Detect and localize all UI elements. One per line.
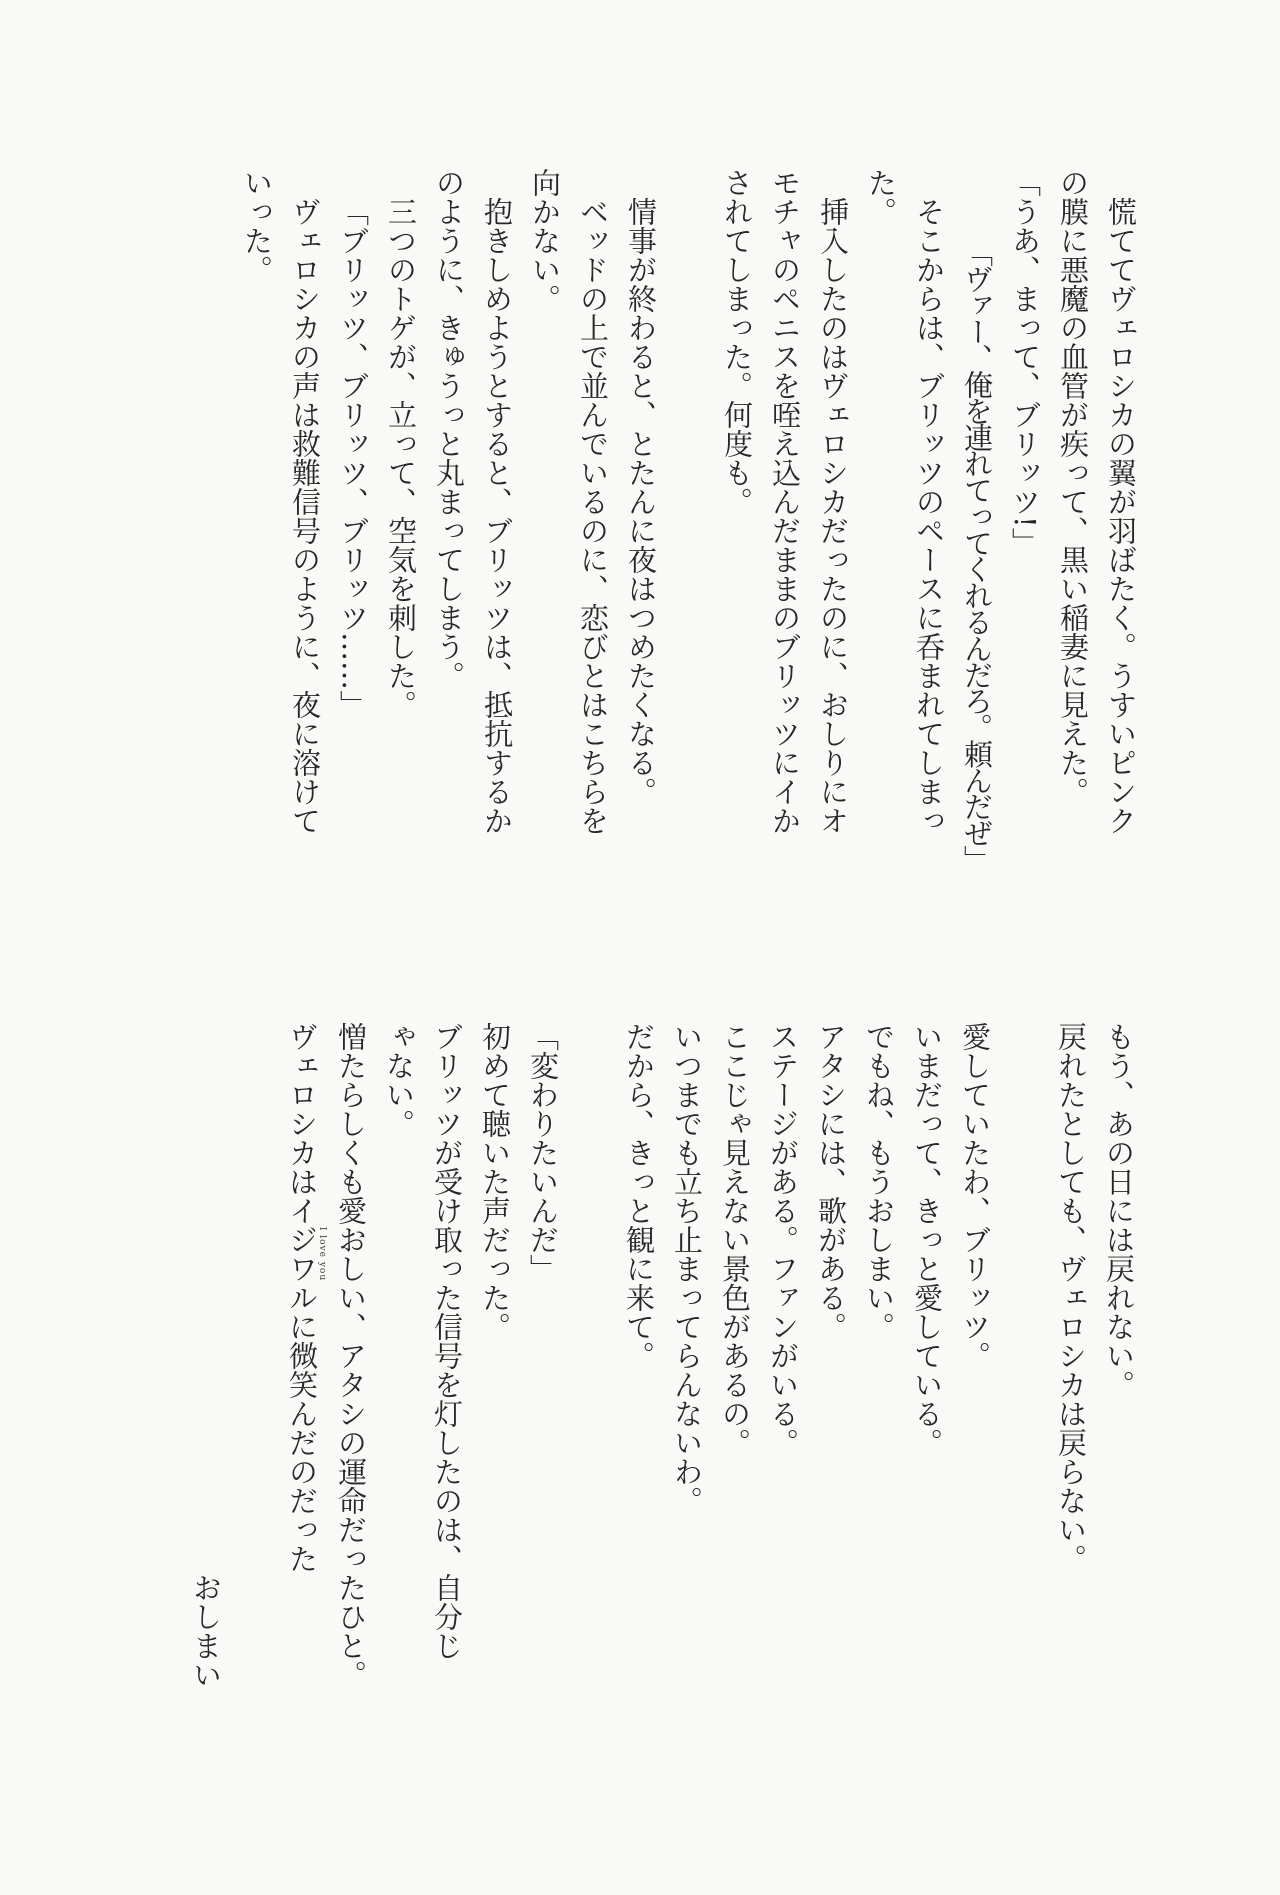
text-line: 三つのトゲが、立って、空気を刺した。 [384, 197, 418, 719]
text-line: 抱きしめようとすると、ブリッツは、抵抗するか [480, 197, 514, 835]
text-line: 「ヴァー、俺を連れてってくれるんだろ。頼んだぜ」 [960, 237, 994, 871]
text-line: の膜に悪魔の血管が疾って、黒い稲妻に見えた。 [1056, 168, 1090, 806]
text-line: 愛していたわ、ブリッツ。 [958, 1022, 992, 1370]
text-line: ステージがある。ファンがいる。 [766, 1022, 800, 1457]
text-line: いつまでも立ち止まってらんないわ。 [670, 1022, 704, 1515]
text-line: いまだって、きっと愛している。 [910, 1022, 944, 1457]
text-line: でもね、もうおしまい。 [862, 1022, 896, 1341]
text-line: 戻れたとしても、ヴェロシカは戻らない。 [1054, 1022, 1088, 1573]
ruby-annotation [285, 1196, 327, 1312]
text-line [278, 1022, 327, 1690]
text-line: 「うあ、まって、ブリッツ!」 [1008, 168, 1042, 557]
ruby-base: イジワル [285, 1196, 319, 1312]
text-line: のように、きゅうっと丸まってしまう。 [432, 168, 466, 690]
text-line: 挿入したのはヴェロシカだったのに、おしりにオ [816, 197, 850, 835]
text-line: モチャのペニスを咥え込んだままのブリッツにイか [768, 168, 802, 835]
text-line: だから、きっと観に来て。 [622, 1022, 656, 1370]
text-line: 憎たらしくも愛おしい、アタシの運命だったひと。 [334, 1022, 368, 1689]
text-line: 「変わりたいんだ」 [526, 1022, 560, 1283]
text-segment: に微笑んだのだった [285, 1312, 319, 1573]
end-mark-line: おしまい [189, 1573, 223, 1689]
text-line: いった。 [240, 168, 274, 284]
text-line: ヴェロシカの声は救難信号のように、夜に溶けて [288, 197, 322, 835]
bottom-text-block [183, 1022, 1143, 1690]
text-line: 情事が終わると、とたんに夜はつめたくなる。 [624, 197, 658, 806]
text-line: そこからは、ブリッツのペースに呑まれてしまっ [912, 197, 946, 835]
text-line: 初めて聴いた声だった。 [478, 1022, 512, 1341]
text-line: 「ブリッツ、ブリッツ、ブリッツ……」 [336, 197, 370, 719]
text-line: ここじゃ見えない景色があるの。 [718, 1022, 752, 1457]
text-line: アタシには、歌がある。 [814, 1022, 848, 1341]
text-line: た。 [864, 168, 898, 226]
text-segment: ヴェロシカは [285, 1022, 319, 1196]
text-line: ベッドの上で並んでいるのに、恋びとはこちらを [576, 197, 610, 835]
top-text-block [233, 168, 1145, 871]
text-line: もう、あの日には戻れない。 [1102, 1022, 1136, 1399]
text-line: ゃない。 [382, 1022, 416, 1138]
text-line: されてしまった。何度も。 [720, 168, 754, 516]
ruby-text: I love you [317, 1196, 327, 1312]
text-line: 向かない。 [528, 168, 562, 313]
text-line: ブリッツが受け取った信号を灯したのは、自分じ [430, 1022, 464, 1660]
text-line: 慌ててヴェロシカの翼が羽ばたく。うすいピンク [1104, 197, 1138, 835]
